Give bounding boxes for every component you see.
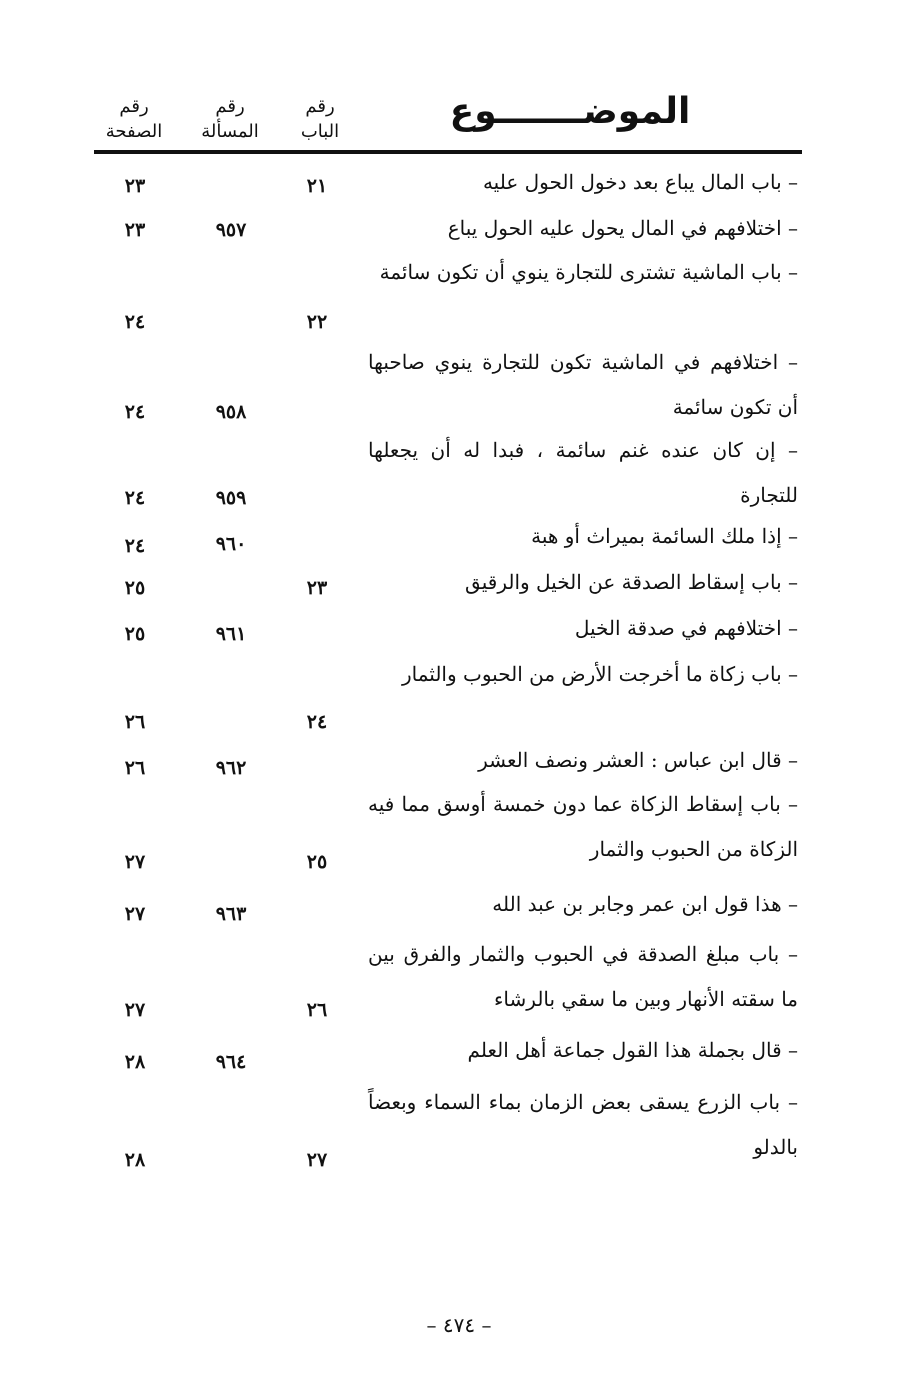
row-page-number: ٢٦	[124, 711, 146, 733]
row-topic: – إذا ملك السائمة بميراث أو هبة	[531, 524, 798, 548]
row-topic: – باب المال يباع بعد دخول الحول عليه	[482, 170, 798, 194]
row-masala-number: ٩٥٨	[215, 401, 247, 423]
page-number: – ٤٧٤ –	[426, 1313, 492, 1337]
row-masala-number: ٩٦٣	[215, 903, 247, 925]
row-topic: – اختلافهم في المال يحول عليه الحول يباع	[447, 216, 798, 240]
row-topic: – باب الماشية تشترى للتجارة ينوي أن تكون سائمة	[379, 260, 798, 284]
row-page-number: ٢٧	[124, 851, 146, 873]
row-page-number: ٢٨	[124, 1051, 146, 1073]
column-header-page-number	[84, 94, 184, 144]
row-page-number: ٢٨	[124, 1149, 146, 1171]
row-masala-number: ٩٦١	[215, 623, 247, 645]
row-topic: – باب الزرع يسقى بعض الزمان بماء السماء وبعضاً بالدلو	[368, 1090, 798, 1159]
column-header-bab-line2: الباب	[300, 121, 340, 142]
row-bab-number: ٢١	[306, 175, 328, 197]
column-header-bab-line1: رقم	[305, 96, 335, 117]
row-bab-number: ٢٢	[306, 311, 328, 333]
column-header-masala-line2: المسألة	[201, 121, 259, 142]
row-topic: – هذا قول ابن عمر وجابر بن عبد الله	[492, 892, 798, 916]
row-topic: – باب مبلغ الصدقة في الحبوب والثمار والفرق بين ما سقته الأنهار وبين ما سقي بالرشاء	[368, 942, 798, 1011]
row-masala-number: ٩٥٧	[215, 219, 247, 241]
column-header-masala-number	[180, 94, 280, 144]
column-header-page-line1: رقم	[119, 96, 149, 117]
row-page-number: ٢٤	[124, 401, 146, 423]
row-bab-number: ٢٣	[306, 577, 328, 599]
header-rule	[94, 150, 802, 154]
row-topic: – باب إسقاط الصدقة عن الخيل والرقيق	[465, 570, 798, 594]
column-header-bab-number	[280, 94, 360, 144]
row-masala-number: ٩٦٤	[215, 1051, 247, 1073]
row-topic: – باب زكاة ما أخرجت الأرض من الحبوب والثمار	[401, 662, 798, 686]
row-topic: – قال بجملة هذا القول جماعة أهل العلم	[467, 1038, 798, 1062]
row-page-number: ٢٧	[124, 999, 146, 1021]
column-header-page-line2: الصفحة	[105, 121, 163, 142]
row-topic: – اختلافهم في الماشية تكون للتجارة ينوي صاحبها أن تكون سائمة	[368, 350, 798, 419]
row-topic: – باب إسقاط الزكاة عما دون خمسة أوسق مما فيه الزكاة من الحبوب والثمار	[368, 792, 798, 861]
row-bab-number: ٢٥	[306, 851, 328, 873]
row-page-number: ٢٤	[124, 487, 146, 509]
row-page-number: ٢٣	[124, 175, 146, 197]
row-page-number: ٢٤	[124, 311, 146, 333]
row-topic: – قال ابن عباس : العشر ونصف العشر	[478, 748, 798, 772]
row-bab-number: ٢٤	[306, 711, 328, 733]
row-bab-number: ٢٧	[306, 1149, 328, 1171]
row-page-number: ٢٥	[124, 577, 146, 599]
column-header-masala-line1: رقم	[215, 96, 245, 117]
row-topic: – اختلافهم في صدقة الخيل	[574, 616, 798, 640]
row-page-number: ٢٤	[124, 535, 146, 557]
row-masala-number: ٩٥٩	[215, 487, 247, 509]
column-header-topic: الموضـــــــوع	[449, 91, 691, 132]
row-masala-number: ٩٦٠	[215, 533, 247, 555]
row-masala-number: ٩٦٢	[215, 757, 247, 779]
row-page-number: ٢٥	[124, 623, 146, 645]
row-page-number: ٢٦	[124, 757, 146, 779]
row-bab-number: ٢٦	[306, 999, 328, 1021]
row-topic: – إن كان عنده غنم سائمة ، فبدا له أن يجعلها للتجارة	[368, 438, 798, 507]
row-page-number: ٢٧	[124, 903, 146, 925]
row-page-number: ٢٣	[124, 219, 146, 241]
